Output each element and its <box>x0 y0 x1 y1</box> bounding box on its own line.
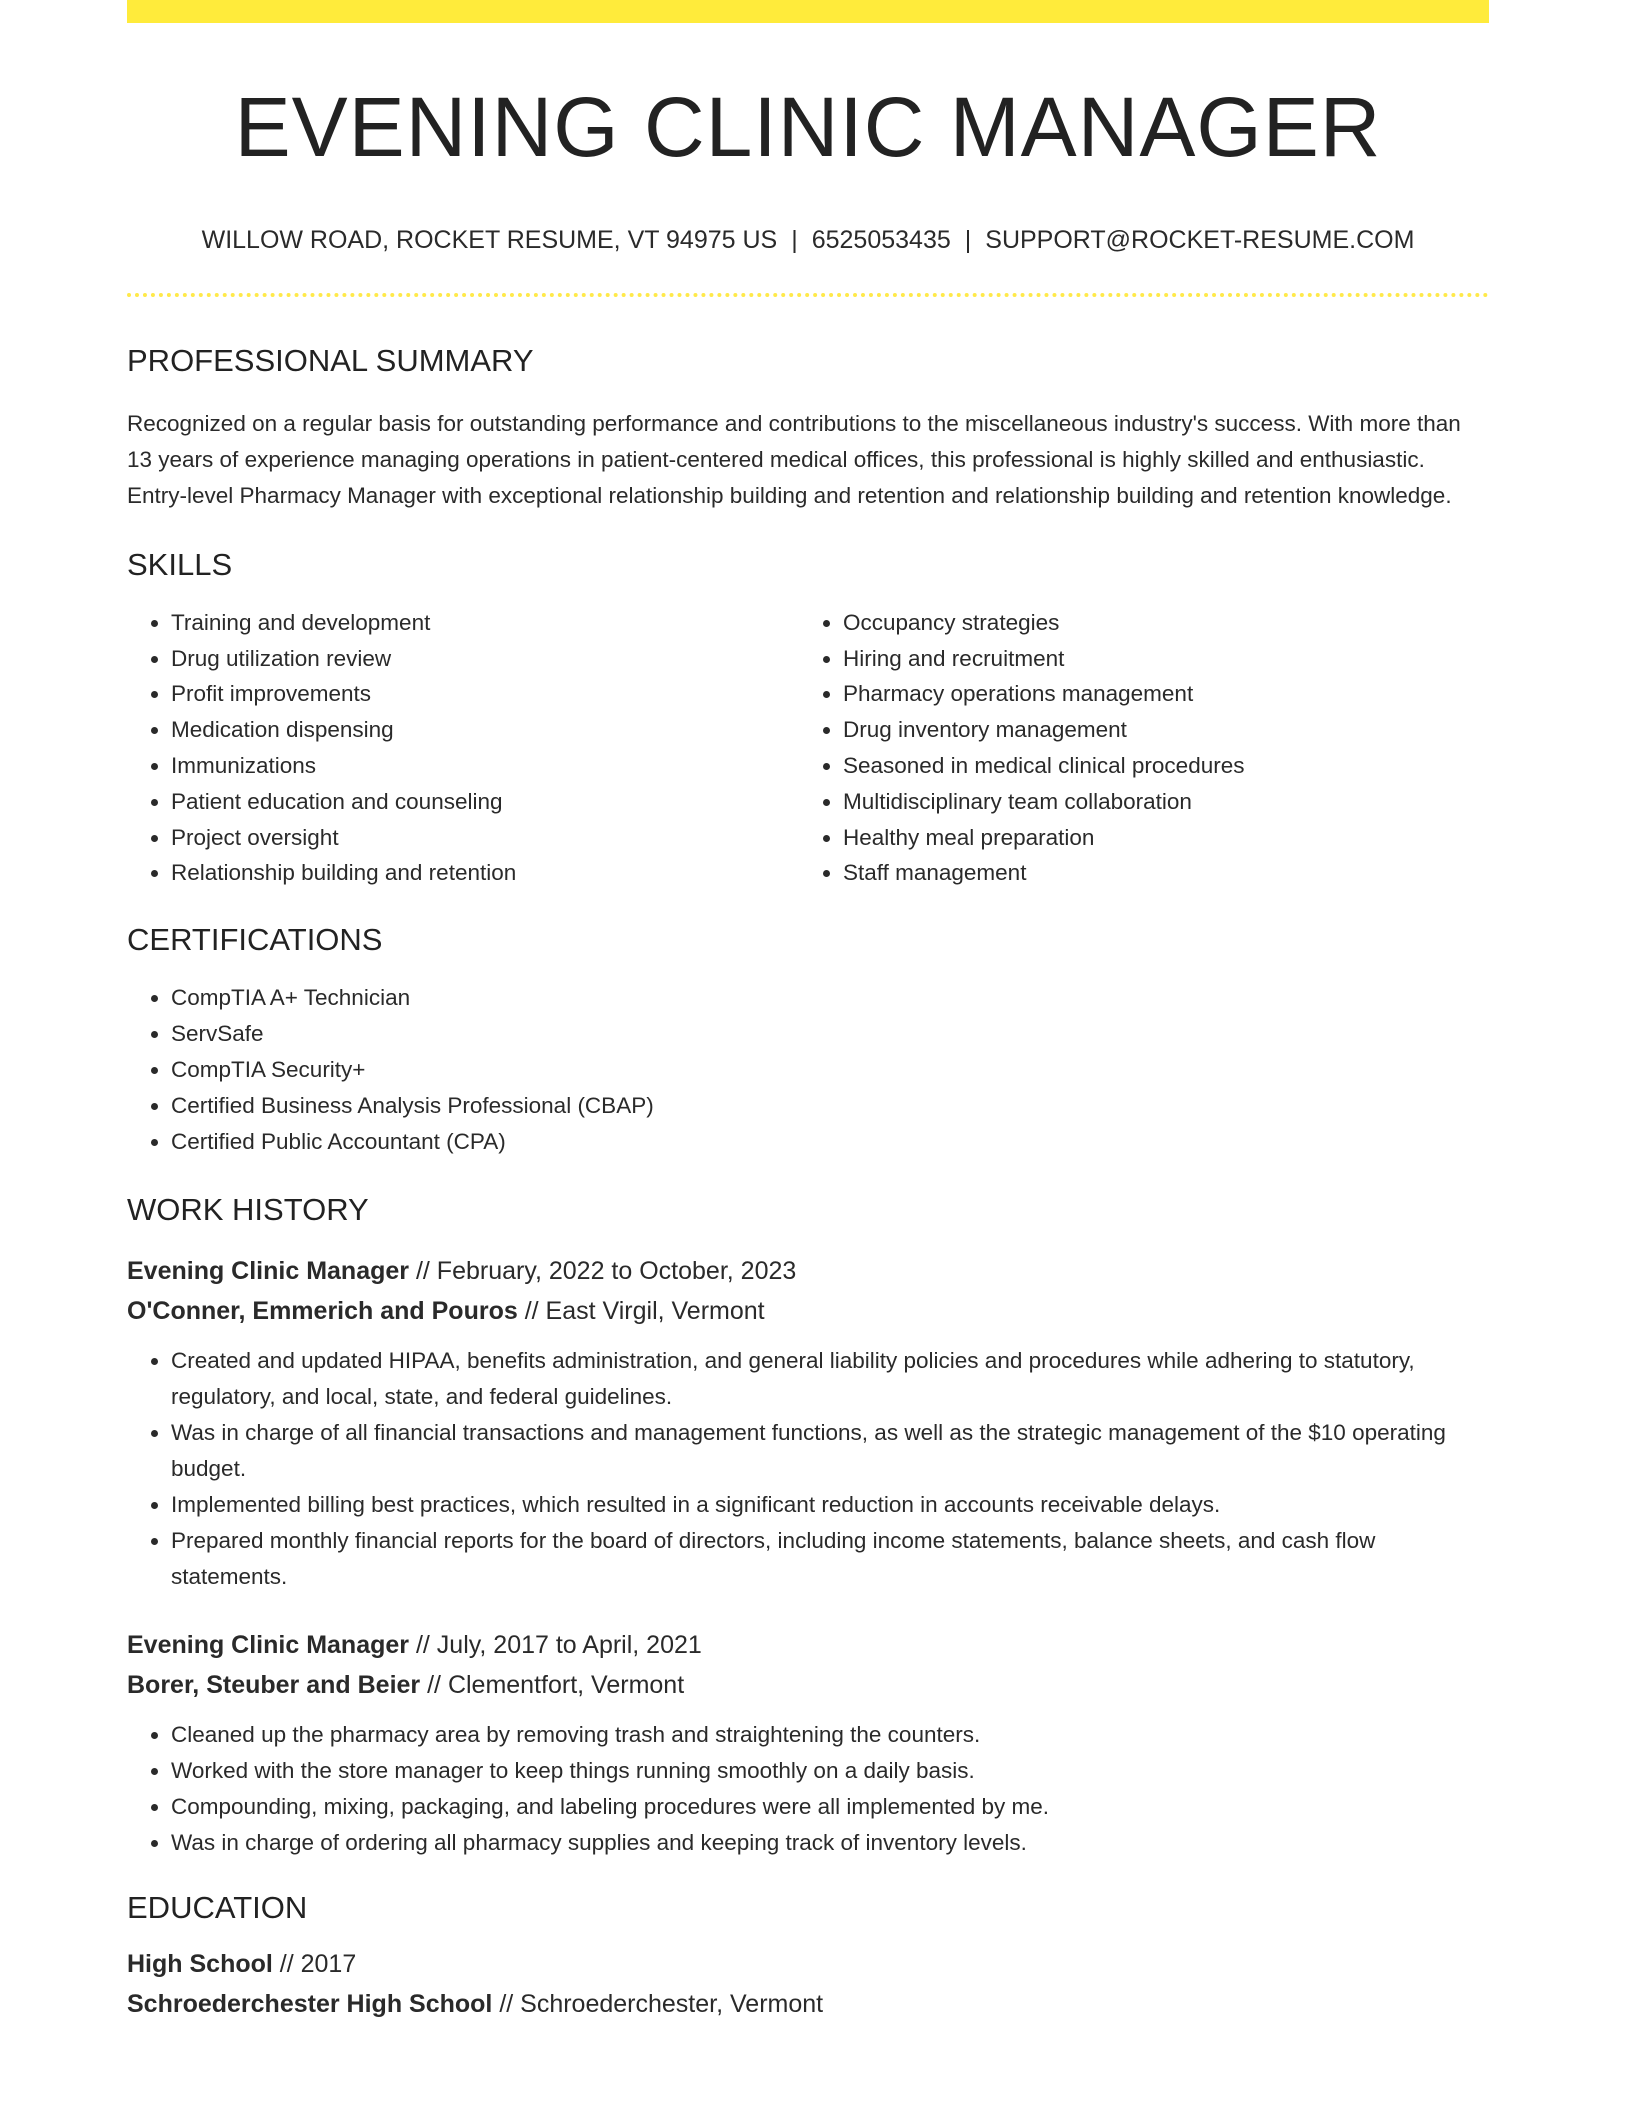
education-entry <box>127 1944 1489 2024</box>
job-company: O'Conner, Emmerich and Pouros <box>127 1296 518 1325</box>
skills-grid <box>127 605 1489 891</box>
education-location: // Schroederchester, Vermont <box>492 1989 824 2018</box>
contact-separator: | <box>791 226 798 255</box>
education-degree-line <box>127 1944 1489 1984</box>
skill-item: • Pharmacy operations management <box>843 676 1471 712</box>
job-dates: // February, 2022 to October, 2023 <box>409 1256 797 1285</box>
skills-heading: SKILLS <box>127 546 233 582</box>
job-company-line <box>127 1665 1489 1705</box>
accent-top-bar <box>127 0 1489 23</box>
skill-item: • Multidisciplinary team collaboration <box>843 784 1471 820</box>
resume-page <box>127 0 1489 2024</box>
job-location: // East Virgil, Vermont <box>517 1296 765 1325</box>
skills-left-list <box>127 605 799 891</box>
job-bullet: • Prepared monthly financial reports for the board of directors, including income statements, balance sheets, and cash flow statements. <box>171 1523 1489 1595</box>
certification-item: • Certified Public Accountant (CPA) <box>171 1124 1489 1160</box>
education-year: // 2017 <box>272 1949 357 1978</box>
job-location: // Clementfort, Vermont <box>420 1670 685 1699</box>
certification-item: • CompTIA Security+ <box>171 1052 1489 1088</box>
job-entry <box>127 1251 1489 1595</box>
dotted-divider <box>127 293 1489 297</box>
contact-phone: 6525053435 <box>811 226 951 255</box>
job-bullet: • Cleaned up the pharmacy area by removing trash and straightening the counters. <box>171 1717 1489 1753</box>
certifications-list <box>127 980 1489 1159</box>
summary-text: Recognized on a regular basis for outstanding performance and contributions to the miscellaneous industry's success. With more than 13 years of experience managing operations in patient-centered medical offices, this professional is highly skilled and enthusiastic. Entry-level Pharmacy Manager with exceptional relationship building and retention and relationship building and retention knowledge. <box>127 410 1461 508</box>
skill-item: • Seasoned in medical clinical procedures <box>843 748 1471 784</box>
skill-item: • Immunizations <box>171 748 799 784</box>
education-school: Schroederchester High School <box>127 1989 493 2018</box>
contact-line <box>127 225 1489 255</box>
job-bullet: • Compounding, mixing, packaging, and labeling procedures were all implemented by me. <box>171 1789 1489 1825</box>
job-bullets <box>127 1717 1489 1861</box>
skills-right-list <box>799 605 1471 891</box>
job-company: Borer, Steuber and Beier <box>127 1670 421 1699</box>
skill-item: • Training and development <box>171 605 799 641</box>
job-role-line <box>127 1625 1489 1665</box>
skill-item: • Staff management <box>843 855 1471 891</box>
skill-item: • Profit improvements <box>171 676 799 712</box>
education-school-line <box>127 1984 1489 2024</box>
skill-item: • Occupancy strategies <box>843 605 1471 641</box>
job-role: Evening Clinic Manager <box>127 1630 410 1659</box>
skill-item: • Drug inventory management <box>843 712 1471 748</box>
resume-title: EVENING CLINIC MANAGER <box>234 80 1382 174</box>
summary-heading: PROFESSIONAL SUMMARY <box>127 343 534 379</box>
job-company-line <box>127 1291 1489 1331</box>
certification-item: • CompTIA A+ Technician <box>171 980 1489 1016</box>
job-bullet: • Was in charge of ordering all pharmacy supplies and keeping track of inventory levels. <box>171 1825 1489 1861</box>
education-degree: High School <box>127 1949 273 1978</box>
skill-item: • Medication dispensing <box>171 712 799 748</box>
contact-email[interactable]: SUPPORT@ROCKET-RESUME.COM <box>985 226 1415 255</box>
skill-item: • Project oversight <box>171 820 799 856</box>
certifications-heading: CERTIFICATIONS <box>127 922 383 958</box>
skill-item: • Patient education and counseling <box>171 784 799 820</box>
job-dates: // July, 2017 to April, 2021 <box>409 1630 702 1659</box>
education-heading: EDUCATION <box>127 1889 308 1925</box>
job-bullet: • Implemented billing best practices, which resulted in a significant reduction in accounts receivable delays. <box>171 1487 1489 1523</box>
certification-item: • Certified Business Analysis Professional (CBAP) <box>171 1088 1489 1124</box>
contact-separator: | <box>964 226 972 255</box>
skill-item: • Relationship building and retention <box>171 855 799 891</box>
skill-item: • Hiring and recruitment <box>843 641 1471 677</box>
job-bullet: • Created and updated HIPAA, benefits administration, and general liability policies and procedures while adhering to statutory, regulatory, and local, state, and federal guidelines. <box>171 1343 1489 1415</box>
job-role-line <box>127 1251 1489 1291</box>
work-history-heading: WORK HISTORY <box>127 1192 369 1228</box>
skill-item: • Healthy meal preparation <box>843 820 1471 856</box>
job-entry <box>127 1625 1489 1861</box>
job-bullet: • Worked with the store manager to keep things running smoothly on a daily basis. <box>171 1753 1489 1789</box>
skill-item: • Drug utilization review <box>171 641 799 677</box>
certification-item: • ServSafe <box>171 1016 1489 1052</box>
job-bullets <box>127 1343 1489 1595</box>
job-bullet: • Was in charge of all financial transactions and management functions, as well as the strategic management of the $10 operating budget. <box>171 1415 1489 1487</box>
job-role: Evening Clinic Manager <box>127 1256 410 1285</box>
contact-address: WILLOW ROAD, ROCKET RESUME, VT 94975 US <box>201 226 778 255</box>
